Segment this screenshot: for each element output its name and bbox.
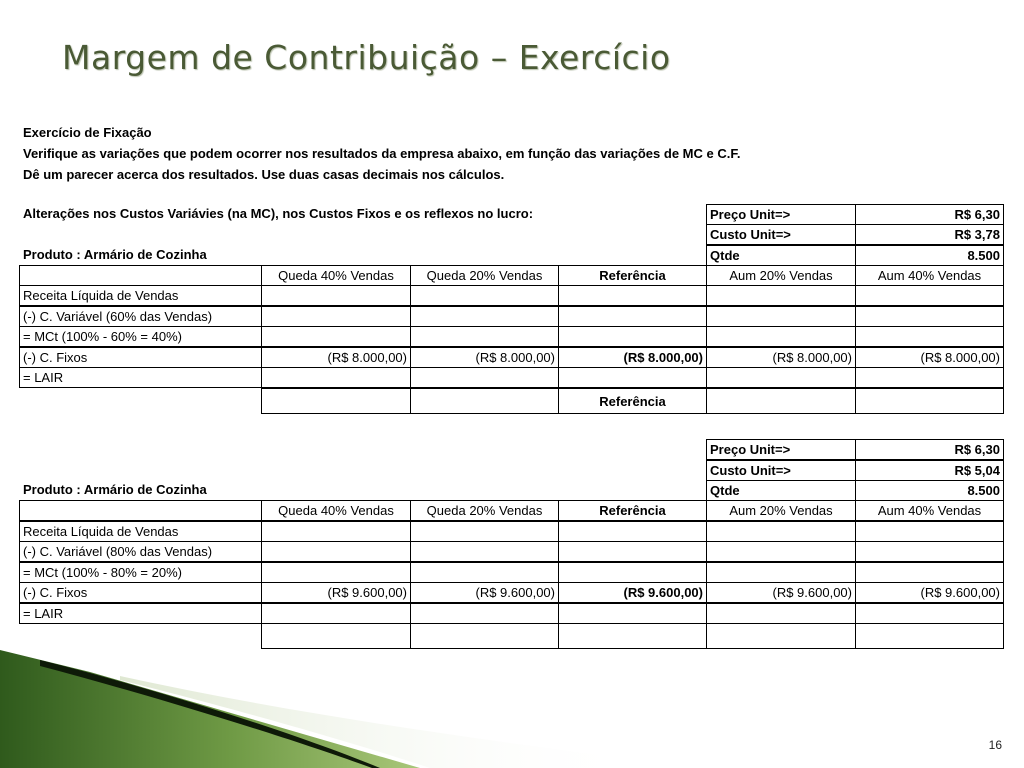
table-cell[interactable] [558, 521, 707, 542]
fixed-cost-cell: (R$ 8.000,00) [261, 347, 411, 368]
table-cell[interactable] [261, 367, 411, 388]
table-cell[interactable] [706, 521, 856, 542]
intro-instruction-2: Dê um parecer acerca dos resultados. Use duas casas decimais nos cálculos. [23, 167, 505, 182]
table-cell[interactable] [558, 285, 707, 306]
table-cell[interactable] [261, 603, 411, 624]
row-label: (-) C. Variável (80% das Vendas) [19, 541, 262, 562]
table-header: Queda 40% Vendas [261, 500, 411, 521]
produto-label: Produto : Armário de Cozinha [23, 482, 207, 497]
table-header: Queda 20% Vendas [410, 500, 559, 521]
table-cell[interactable] [706, 541, 856, 562]
table-cell[interactable] [410, 603, 559, 624]
fixed-cost-cell: (R$ 8.000,00) [855, 347, 1004, 368]
table-cell[interactable] [706, 326, 856, 347]
table-cell[interactable] [706, 306, 856, 327]
table-cell[interactable] [261, 541, 411, 562]
fixed-cost-cell: (R$ 9.600,00) [410, 582, 559, 603]
table-cell[interactable] [261, 326, 411, 347]
table-cell[interactable] [855, 562, 1004, 583]
table-cell[interactable] [855, 388, 1004, 414]
intro-instruction: Verifique as variações que podem ocorrer nos resultados da empresa abaixo, em função das variações de MC e C.F. [23, 146, 741, 161]
table-cell[interactable] [706, 623, 856, 649]
table-cell[interactable] [706, 562, 856, 583]
row-label: Receita Líquida de Vendas [19, 521, 262, 542]
slide-title: Margem de Contribuição – Exercício [62, 38, 671, 77]
table-header-blank [19, 265, 262, 286]
alteracoes-label: Alterações nos Custos Variávies (na MC), nos Custos Fixos e os reflexos no lucro: [23, 206, 534, 221]
qtde-value: 8.500 [855, 480, 1004, 501]
table-header: Aum 20% Vendas [706, 500, 856, 521]
table-cell[interactable] [558, 541, 707, 562]
table-cell[interactable] [410, 306, 559, 327]
preco-label: Preço Unit=> [706, 439, 856, 460]
qtde-label: Qtde [706, 480, 856, 501]
row-label: (-) C. Fixos [19, 347, 262, 368]
custo-label: Custo Unit=> [706, 224, 856, 245]
table-cell[interactable] [410, 285, 559, 306]
table-cell[interactable] [410, 562, 559, 583]
table-cell[interactable] [558, 306, 707, 327]
table-cell[interactable] [558, 326, 707, 347]
table-cell[interactable] [261, 306, 411, 327]
table-cell[interactable] [706, 388, 856, 414]
fixed-cost-cell: (R$ 8.000,00) [410, 347, 559, 368]
table-header: Queda 20% Vendas [410, 265, 559, 286]
table-cell[interactable] [706, 367, 856, 388]
qtde-label: Qtde [706, 245, 856, 266]
row-label: = LAIR [19, 367, 262, 388]
table-cell[interactable] [410, 326, 559, 347]
table-cell[interactable] [855, 326, 1004, 347]
table-cell[interactable] [558, 562, 707, 583]
preco-value: R$ 6,30 [855, 439, 1004, 460]
table-cell[interactable] [261, 388, 411, 414]
intro-heading: Exercício de Fixação [23, 125, 152, 140]
table-cell[interactable] [410, 541, 559, 562]
fixed-cost-cell: (R$ 8.000,00) [558, 347, 707, 368]
table-cell[interactable] [855, 541, 1004, 562]
fixed-cost-cell: (R$ 9.600,00) [706, 582, 856, 603]
table-cell[interactable] [855, 521, 1004, 542]
reference-footer: Referência [558, 388, 707, 414]
table-cell[interactable] [410, 521, 559, 542]
row-label: = MCt (100% - 60% = 40%) [19, 326, 262, 347]
exercise-intro [23, 122, 740, 185]
table-cell[interactable] [410, 367, 559, 388]
table-cell[interactable] [706, 603, 856, 624]
table-cell[interactable] [855, 603, 1004, 624]
produto-label: Produto : Armário de Cozinha [23, 247, 207, 262]
table-header: Referência [558, 500, 707, 521]
table-header: Aum 40% Vendas [855, 500, 1004, 521]
table-cell[interactable] [855, 285, 1004, 306]
fixed-cost-cell: (R$ 9.600,00) [558, 582, 707, 603]
table-header: Referência [558, 265, 707, 286]
table-header-blank [19, 500, 262, 521]
row-label: (-) C. Fixos [19, 582, 262, 603]
row-label: = MCt (100% - 80% = 20%) [19, 562, 262, 583]
custo-label: Custo Unit=> [706, 460, 856, 481]
table-cell[interactable] [261, 623, 411, 649]
row-label: (-) C. Variável (60% das Vendas) [19, 306, 262, 327]
table-cell[interactable] [706, 285, 856, 306]
fixed-cost-cell: (R$ 8.000,00) [706, 347, 856, 368]
table-cell[interactable] [558, 367, 707, 388]
table-cell[interactable] [261, 285, 411, 306]
table-cell[interactable] [855, 623, 1004, 649]
custo-value: R$ 3,78 [855, 224, 1004, 245]
table-cell[interactable] [855, 306, 1004, 327]
table-header: Queda 40% Vendas [261, 265, 411, 286]
row-label: Receita Líquida de Vendas [19, 285, 262, 306]
table-header: Aum 40% Vendas [855, 265, 1004, 286]
page-number: 16 [988, 738, 1002, 752]
table-header: Aum 20% Vendas [706, 265, 856, 286]
custo-value: R$ 5,04 [855, 460, 1004, 481]
table-cell[interactable] [261, 521, 411, 542]
preco-label: Preço Unit=> [706, 204, 856, 225]
table-cell[interactable] [410, 623, 559, 649]
preco-value: R$ 6,30 [855, 204, 1004, 225]
table-cell[interactable] [410, 388, 559, 414]
fixed-cost-cell: (R$ 9.600,00) [261, 582, 411, 603]
fixed-cost-cell: (R$ 9.600,00) [855, 582, 1004, 603]
row-label: = LAIR [19, 603, 262, 624]
table-cell[interactable] [261, 562, 411, 583]
table-cell[interactable] [558, 603, 707, 624]
table-cell[interactable] [855, 367, 1004, 388]
table-cell[interactable] [558, 623, 707, 649]
qtde-value: 8.500 [855, 245, 1004, 266]
